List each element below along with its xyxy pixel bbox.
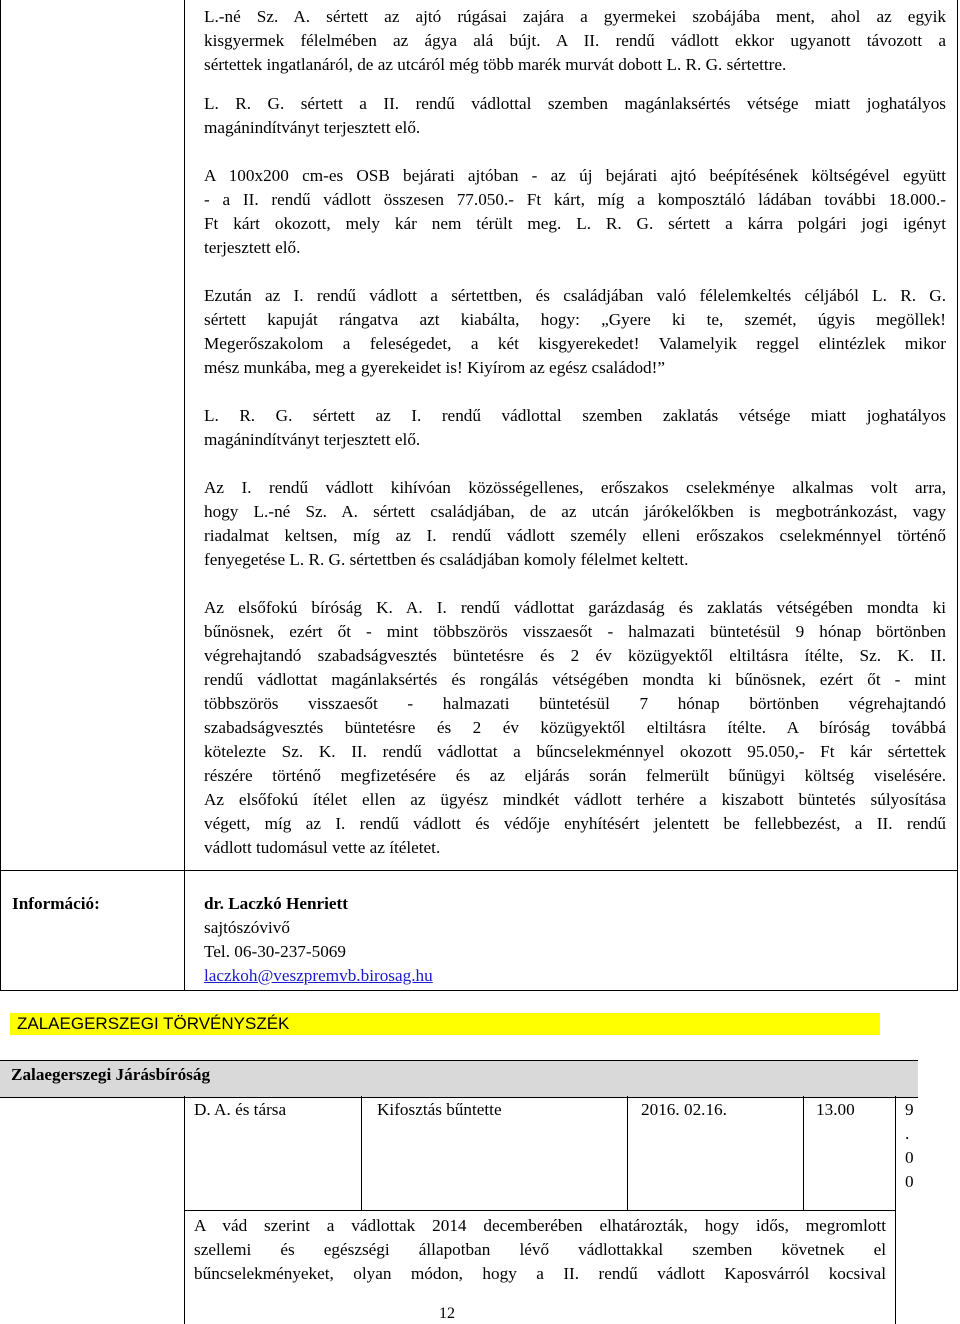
text-line: Ft kárt okozott, mely kár nem térült meg. L. R. G. sértett a kárra polgári jogi igényt (204, 214, 946, 233)
text-line: rendű vádlottat magánlaksértés és rongálás vétségében mondta ki bűnösnek, ezért őt - mint (204, 670, 946, 689)
case-charge: Kifosztás bűntette (377, 1100, 502, 1119)
paragraph (204, 404, 946, 452)
text-line: A vád szerint a vádlottak 2014 decemberében elhatározták, hogy idős, megromlott (194, 1216, 886, 1235)
text-line: hogy L.-né Sz. A. sértett családjában, de az utcán járókelőkben is megbotránkozást, vagy (204, 502, 946, 521)
contact-block (204, 892, 433, 988)
case-description (204, 5, 946, 860)
subcourt-title: Zalaegerszegi Járásbíróság (11, 1065, 211, 1084)
case-parties: D. A. és társa (194, 1100, 287, 1119)
text-line: sértettek ingatlanáról, de az utcáról még több marék murvát dobott L. R. G. sértettre. (204, 55, 787, 74)
text-line: magánindítványt terjesztett elő. (204, 430, 421, 449)
table-border-middle (184, 0, 185, 991)
table-row-divider (0, 870, 958, 871)
text-line: szabadságvesztés büntetésre és 2 év közügyektől eltiltásra ítélte. A bíróság továbbá (204, 718, 946, 737)
table-border-left (0, 0, 1, 991)
table-row-divider (184, 1210, 896, 1211)
paragraph (204, 284, 946, 380)
room-char: 0 (905, 1148, 914, 1167)
contact-role: sajtószóvivő (204, 918, 290, 937)
info-label: Információ: (12, 894, 100, 913)
text-line: fenyegetése L. R. G. sértettben és családjában komoly félelmet keltett. (204, 550, 689, 569)
contact-email-link[interactable]: laczkoh@veszpremvb.birosag.hu (204, 966, 433, 985)
room-char: 9 (905, 1100, 914, 1119)
hearing-time: 13.00 (816, 1100, 855, 1119)
text-line: Az I. rendű vádlott kihívóan közösségellenes, erőszakos cselekménye alkalmas volt arra, (204, 478, 946, 497)
room-char: 0 (905, 1172, 914, 1191)
text-line: Ezután az I. rendű vádlott a sértettben, és családjában való félelemkeltés céljából L. R. G. (204, 286, 946, 305)
page-number: 12 (439, 1305, 455, 1322)
text-line: végett, míg az I. rendű vádlott és védője enyhítésért jelentett be fellebbezést, a II. rendű (204, 814, 946, 833)
text-line: végrehajtandó szabadságvesztés büntetésre és 2 év közügyektől eltiltásra ítélte, Sz. K. II. (204, 646, 946, 665)
paragraph (204, 476, 946, 572)
text-line: terjesztett elő. (204, 238, 301, 257)
text-line: bűncselekményeket, olyan módon, hogy a II. rendű vádlott Kaposvárról kocsival (194, 1264, 886, 1283)
paragraph (204, 164, 946, 260)
paragraph (204, 5, 946, 77)
table-cell-divider (803, 1096, 804, 1210)
text-line: szellemi és egészségi állapotban lévő vádlottakkal szemben követnek el (194, 1240, 886, 1259)
paragraph (204, 92, 946, 140)
table-cell-divider (361, 1096, 362, 1210)
text-line: Megerőszakolom a feleségedet, a két kisgyerekedet! Valamelyik reggel elintézlek mikor (204, 334, 946, 353)
contact-phone: Tel. 06-30-237-5069 (204, 942, 346, 961)
case-summary (194, 1214, 886, 1286)
table-cell-divider (627, 1096, 628, 1210)
text-line: részére történő megfizetésére és az eljárás során felmerült bűnügyi költség viselésére. (204, 766, 946, 785)
paragraph (204, 596, 946, 860)
text-line: mész munkába, meg a gyerekeidet is! Kiyírom az egész családod!” (204, 358, 666, 377)
text-line: riadalmat keltsen, míg az I. rendű vádlott személy elleni erőszakos cselekménnyel történő (204, 526, 946, 545)
text-line: többszörös visszaesőt - halmazati büntetésül 7 hónap börtönben végrehajtandó (204, 694, 946, 713)
text-line: - a II. rendű vádlott összesen 77.050.- Ft kárt, míg a komposztáló ládában további 18.000.- (204, 190, 946, 209)
court-title: ZALAEGERSZEGI TÖRVÉNYSZÉK (17, 1014, 290, 1033)
text-line: sértett kapuját rángatva azt kiabálta, hogy: „Gyere ki te, szemét, úgyis megöllek! (204, 310, 946, 329)
table-border-bottom (0, 990, 958, 991)
text-line: L.-né Sz. A. sértett az ajtó rúgásai zajára a gyermekei szobájába ment, ahol az egyik (204, 7, 946, 26)
contact-name: dr. Laczkó Henriett (204, 894, 349, 913)
text-line: Az elsőfokú ítélet ellen az ügyész mindkét vádlott terhére a kiszabott büntetés súlyosítása (204, 790, 946, 809)
text-line: L. R. G. sértett az I. rendű vádlottal szemben zaklatás vétsége miatt joghatályos (204, 406, 946, 425)
text-line: A 100x200 cm-es OSB bejárati ajtóban - az új bejárati ajtó beépítésének költségével együtt (204, 166, 946, 185)
text-line: L. R. G. sértett a II. rendű vádlottal szemben magánlaksértés vétsége miatt joghatályos (204, 94, 946, 113)
text-line: bűnösnek, ezért őt - mint többszörös visszaesőt - halmazati büntetésül 9 hónap börtönben (204, 622, 946, 641)
text-line: vádlott tudomásul vette az ítéletet. (204, 838, 441, 857)
text-line: kötelezte Sz. K. II. rendű vádlottat a bűncselekménnyel okozott 95.050,- Ft kár sértettek (204, 742, 946, 761)
hearing-date: 2016. 02.16. (641, 1100, 727, 1119)
text-line: kisgyermek félelmében az ágya alá bújt. A II. rendű vádlott ekkor ugyanott távozott a (204, 31, 946, 50)
hearing-room (905, 1098, 914, 1194)
room-char: . (905, 1124, 910, 1143)
text-line: Az elsőfokú bíróság K. A. I. rendű vádlottat garázdaság és zaklatás vétségében mondta ki (204, 598, 946, 617)
text-line: magánindítványt terjesztett elő. (204, 118, 421, 137)
table-border-right (957, 0, 958, 991)
